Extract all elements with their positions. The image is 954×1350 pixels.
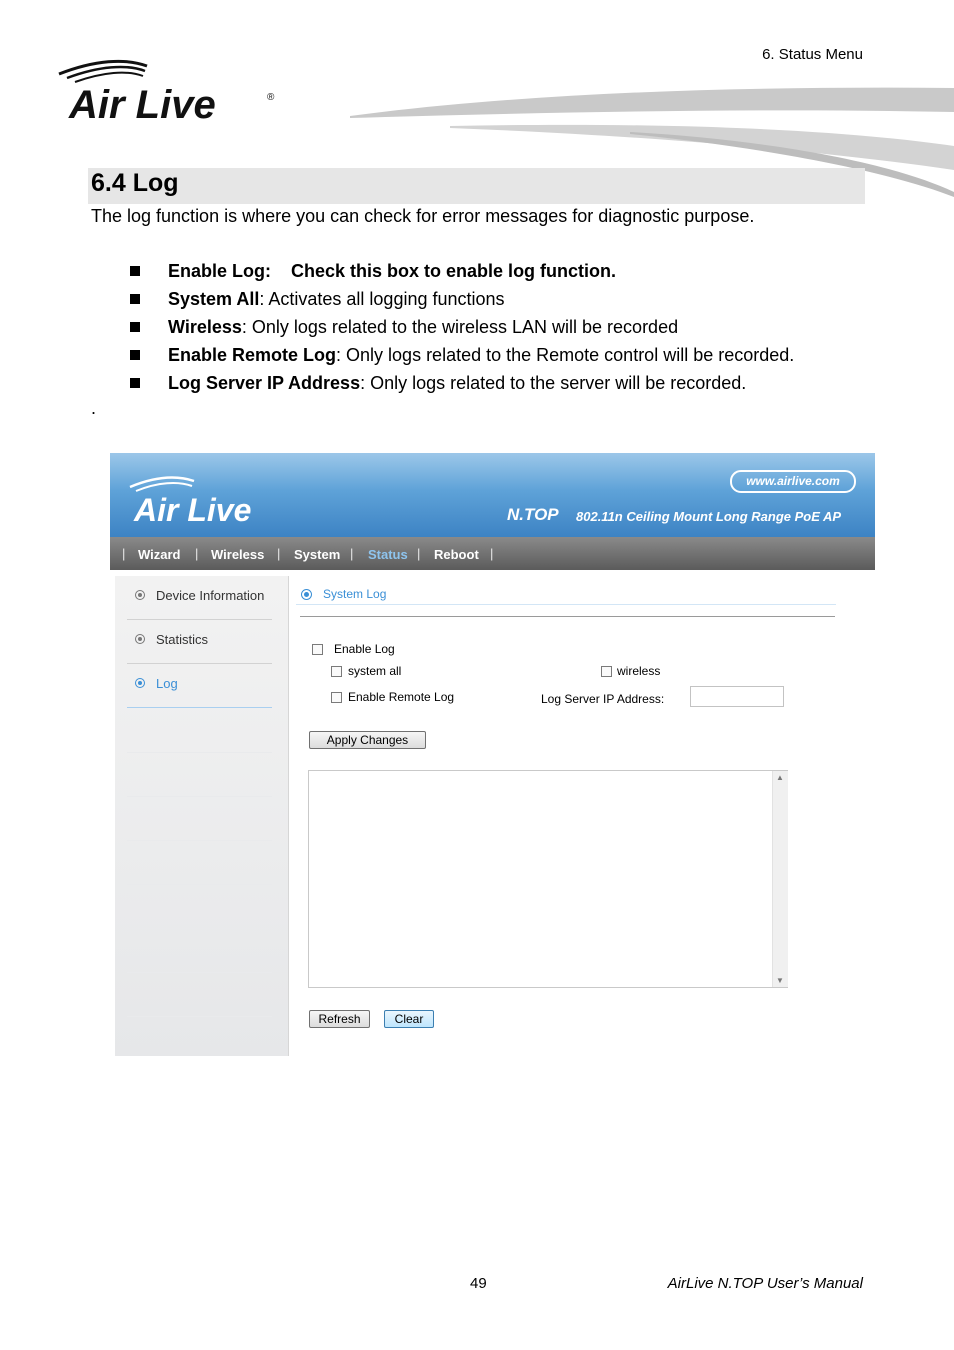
nav-separator: | [277, 546, 281, 561]
bullet-log-server-ip [130, 370, 794, 398]
sidebar-item-device-information[interactable] [127, 576, 272, 620]
bullet-circle-icon [135, 634, 145, 644]
nav-separator: | [417, 546, 421, 561]
bullet-system-all [130, 286, 794, 314]
enable-remote-log-checkbox[interactable] [331, 692, 342, 703]
nav-separator: | [350, 546, 354, 561]
refresh-button[interactable]: Refresh [309, 1010, 370, 1028]
scroll-down-arrow-icon[interactable]: ▼ [776, 976, 784, 985]
sidebar-item-label: Device Information [156, 588, 265, 603]
airlive-banner-logo [124, 473, 299, 528]
chapter-header: 6. Status Menu [762, 46, 863, 63]
airlive-logo [55, 58, 285, 128]
bullet-text: : Activates all logging functions [259, 289, 505, 309]
svg-text:®: ® [267, 92, 275, 103]
clear-button[interactable]: Clear [384, 1010, 434, 1028]
product-brand: N.TOP [507, 505, 559, 524]
nav-tab-system[interactable]: System [294, 547, 341, 562]
svg-text:Air Live: Air Live [69, 83, 216, 127]
bullet-wireless [130, 314, 794, 342]
scroll-up-arrow-icon[interactable]: ▲ [776, 773, 784, 782]
square-bullet-icon [130, 378, 140, 388]
log-output-textarea[interactable] [308, 770, 788, 988]
sidebar-item-label: Statistics [156, 632, 209, 647]
page-number: 49 [470, 1275, 487, 1292]
top-nav-bar [110, 537, 875, 570]
section-heading-bar [88, 168, 865, 204]
bullet-text: : Only logs related to the wireless LAN will be recorded [241, 317, 679, 337]
nav-tab-wizard[interactable]: Wizard [138, 547, 181, 562]
bullet-text: : Only logs related to the server will be recorded. [360, 373, 747, 393]
nav-separator: | [122, 546, 126, 561]
square-bullet-icon [130, 322, 140, 332]
nav-tab-status[interactable]: Status [368, 547, 408, 562]
log-scrollbar[interactable] [772, 771, 788, 987]
bullet-term: Wireless [168, 317, 242, 337]
feature-bullet-list [130, 258, 794, 398]
enable-log-label: Enable Log [334, 642, 395, 656]
bullet-term: Log Server IP Address [168, 373, 361, 393]
system-all-label: system all [348, 664, 402, 678]
wireless-label: wireless [617, 664, 661, 678]
intro-paragraph: The log function is where you can check for error messages for diagnostic purpose. [91, 206, 755, 226]
bullet-term: System All [168, 289, 260, 309]
nav-tab-wireless[interactable]: Wireless [211, 547, 265, 562]
wireless-checkbox[interactable] [601, 666, 612, 677]
log-server-ip-label: Log Server IP Address: [541, 692, 665, 706]
sidebar-divider [127, 752, 272, 753]
bullet-text: Check this box to enable log function. [291, 261, 617, 281]
bullet-circle-icon [135, 678, 145, 688]
sidebar-divider [127, 840, 272, 841]
system-all-checkbox[interactable] [331, 666, 342, 677]
bullet-text: : Only logs related to the Remote control will be recorded. [336, 345, 795, 365]
enable-remote-log-label: Enable Remote Log [348, 690, 455, 704]
sidebar-divider [127, 972, 272, 973]
nav-separator: | [195, 546, 199, 561]
title-bullet-icon [301, 589, 312, 600]
bullet-term: Enable Log: [168, 261, 271, 281]
log-server-ip-input[interactable] [690, 686, 784, 707]
manual-title: AirLive N.TOP User’s Manual [667, 1275, 863, 1292]
sidebar-menu [115, 576, 289, 1056]
site-url-badge[interactable]: www.airlive.com [730, 470, 856, 493]
ui-banner [110, 453, 875, 537]
bullet-term: Enable Remote Log [168, 345, 337, 365]
sidebar-divider [127, 928, 272, 929]
apply-changes-button[interactable]: Apply Changes [309, 731, 426, 749]
sidebar-item-label: Log [156, 676, 178, 691]
svg-text:Air Live: Air Live [134, 492, 252, 528]
bullet-enable-log [130, 258, 794, 286]
router-ui-screenshot [110, 453, 875, 1056]
square-bullet-icon [130, 294, 140, 304]
enable-log-checkbox[interactable] [312, 644, 323, 655]
content-divider [300, 616, 835, 617]
square-bullet-icon [130, 266, 140, 276]
square-bullet-icon [130, 350, 140, 360]
sidebar-divider [127, 796, 272, 797]
bullet-circle-icon [135, 590, 145, 600]
sidebar-divider [127, 1016, 272, 1017]
section-title: 6.4 Log [91, 169, 179, 197]
nav-tab-reboot[interactable]: Reboot [434, 547, 479, 562]
title-underline [296, 604, 836, 605]
stray-period: . [91, 398, 97, 418]
sidebar-divider [127, 884, 272, 885]
content-title: System Log [323, 587, 387, 601]
nav-separator: | [490, 546, 494, 561]
sidebar-item-statistics[interactable] [127, 620, 272, 664]
product-description: 802.11n Ceiling Mount Long Range PoE AP [576, 509, 842, 524]
bullet-enable-remote-log [130, 342, 794, 370]
sidebar-item-log[interactable] [127, 664, 272, 708]
